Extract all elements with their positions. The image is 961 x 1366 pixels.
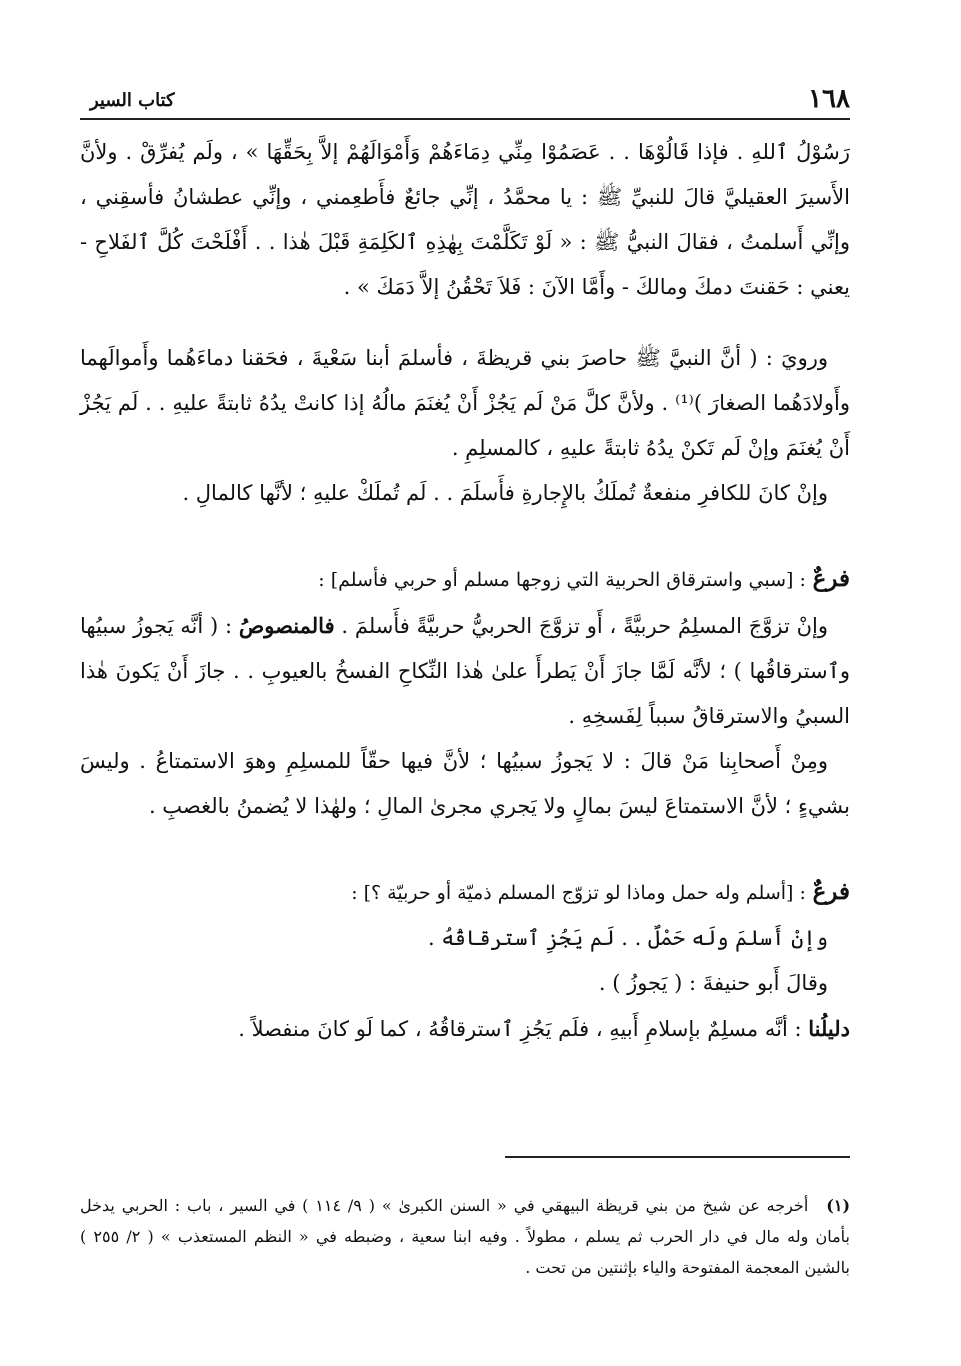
section-label: فرعٌ — [812, 878, 850, 905]
page-header — [80, 84, 850, 120]
keyword: دليلُنا — [808, 1016, 850, 1041]
paragraph-text: : ( أنَّه يَجوزُ سبيُها وٱسترقاقُها ) ؛ لأنَّه لَمَّا جازَ أَنْ يَطرأَ علىٰ هٰذا النِّكاحِ الفسخُ بالعيوبِ . . جازَ أَنْ يَكونَ هٰذا السبيُ والاسترقاقُ سبباً لِفَسخِهِ . — [80, 614, 850, 728]
footnote — [80, 1190, 850, 1283]
main-text — [80, 130, 850, 1052]
section-heading — [80, 556, 850, 603]
footnote-text: أخرجه عن شيخ من بني قريظة البيهقي في « السنن الكبرىٰ » ( ٩/ ١١٤ ) في السير ، باب : الحربي يدخل بأمان وله مال في دار الحرب ثم يسلم ، مطولاً . وفيه ابنا سعية ، وضبطه في « النظم المستعذب » ( ٢/ ٢٥٥ ) بالشين المعجمة المفتوحة والياء بإثنتين من تحت . — [80, 1196, 851, 1277]
paragraph: وإنْ أَسلمَ ولَه حَمْلٌ . . لَم يَجُزِ ٱسترقاقُهُ . — [427, 926, 828, 950]
paragraph: ومِنْ أَصحابِنا مَنْ قالَ : لا يَجوزُ سبيُها ؛ لأنَّ فيها حقّاً للمسلِمِ وهوَ الاستمتاعُ . وليسَ بشيءٍ ؛ لأنَّ الاستمتاعَ ليسَ بمالٍ ولا يَجري مجرىٰ المالِ ؛ ولهٰذا لا يُضمنُ بالغصبِ . — [80, 749, 850, 818]
paragraph: وقالَ أَبو حنيفةَ : ( يَجوزُ ) . — [598, 971, 828, 995]
paragraph: ورويَ : ( أنَّ النبيَّ ﷺ حاصرَ بني قريظةَ ، فأسلمَ أبنا سَعْيةَ ، فحَقنا دماءَهُما وأَموالَهما وأَولادَهُما الصغارَ )⁽¹⁾ . ولأنَّ كلَّ مَنْ لَم يَجُزْ أَنْ يُغنَمَ مالُهُ إذا كانتْ يدُهُ ثابتةً عليهِ . . لَم يَجُزْ أَنْ يُغنَمَ وإنْ لَم تَكنْ يدُهُ ثابتةً عليهِ ، كالمسلِمِ . — [80, 346, 851, 460]
footnote-number: (١) — [826, 1196, 851, 1215]
section-title: : [سبي واسترقاق الحربية التي زوجها مسلم أو حربي فأسلم] : — [318, 569, 806, 591]
keyword: فالمنصوصُ — [238, 613, 335, 638]
paragraph — [80, 1006, 850, 1052]
paragraph-text: وإنْ تزوَّجَ المسلِمُ حربيَّةً ، أَو تزوَّجَ الحربيُّ حربيَّةً فأَسلمَ . — [334, 614, 828, 638]
paragraph: رَسُوْلُ ٱللهِ . فإذا قَالُوْهَا . . عَصَمُوْا مِنِّي دِمَاءَهُمْ وَأَمْوَالَهُمْ إلاَّ بِحَقِّهَا » ، ولَم يُفرِّقْ . ولأنَّ الأَسيرَ العقيليَّ قالَ للنبيِّ ﷺ : يا محمَّدُ ، إنِّي جائعٌ فأَطعِمني ، وإنِّي عطشانُ فأسقِني ، وإنِّي أَسلمتُ ، فقالَ النبيُّ ﷺ : « لَوْ تَكَلَّمْتَ بِهٰذِهِ ٱلكَلِمَةِ قَبْلَ هٰذا . . أَفْلَحْتَ كُلَّ ٱلفَلاحِ - يعني : حَقنتَ دمكَ ومالكَ - وأَمَّا الآنَ : فَلاَ تَحْقُنُ إلاَّ دَمَكَ » . — [80, 140, 850, 299]
paragraph: وإنْ كانَ للكافرِ منفعةٌ تُملَكُ بالإِجارةِ فأَسلَمَ . . لَم تُملَكْ عليهِ ؛ لأنَّها كالمالِ . — [182, 481, 828, 505]
page-number: ١٦٨ — [808, 84, 850, 114]
paragraph-text: : أنَّه مسلِمٌ بإسلامِ أَبيهِ ، فلَم يَجُزِ ٱسترقاقُهُ ، كما لَو كانَ منفصلاً . — [238, 1017, 809, 1041]
footnote-divider — [505, 1156, 850, 1158]
section-heading — [80, 869, 850, 916]
paragraph — [80, 603, 850, 739]
book-title: كتاب السير — [90, 90, 175, 111]
section-title: : [أسلم وله حمل وماذا لو تزوّج المسلم ذميّة أو حربيّة ؟] : — [351, 882, 806, 904]
section-label: فرعٌ — [812, 565, 850, 592]
